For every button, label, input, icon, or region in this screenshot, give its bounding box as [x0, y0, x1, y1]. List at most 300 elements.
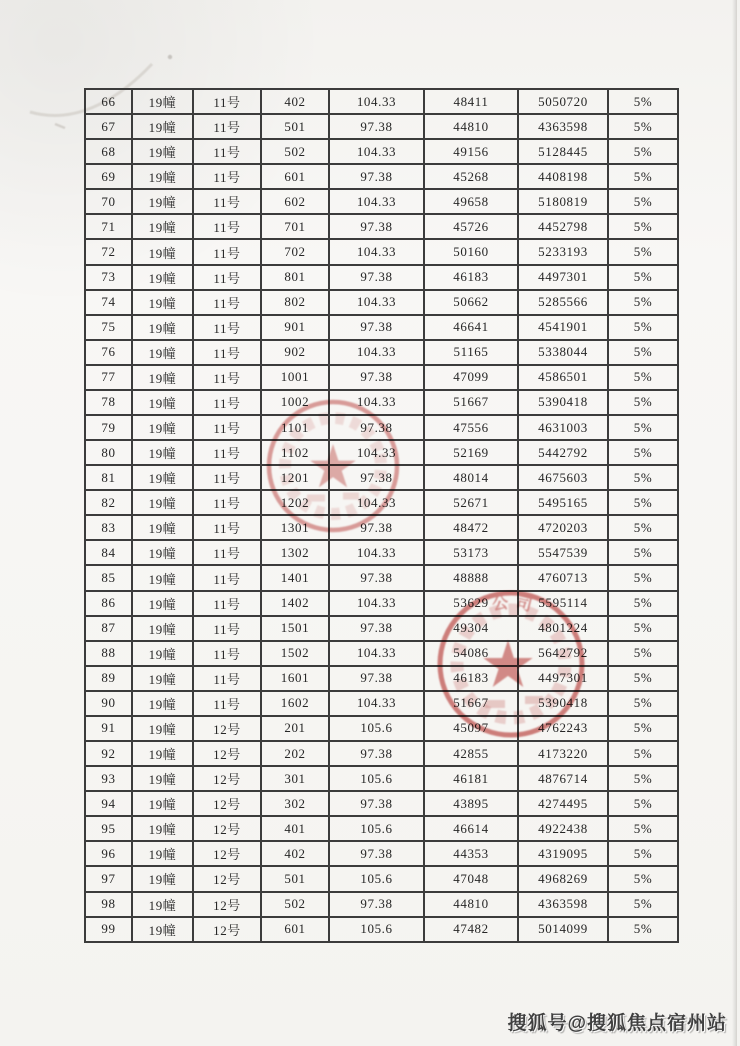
table-cell: 11号 [193, 691, 261, 716]
table-cell: 19幢 [132, 540, 193, 565]
table-cell: 19幢 [132, 390, 193, 415]
table-cell: 1602 [261, 691, 329, 716]
table-cell: 19幢 [132, 290, 193, 315]
table-cell: 95 [85, 816, 132, 841]
table-cell: 97.38 [329, 365, 424, 390]
seal-star-icon [310, 444, 356, 487]
table-cell: 69 [85, 164, 132, 189]
table-cell: 5% [608, 189, 678, 214]
table-cell: 19幢 [132, 265, 193, 290]
table-cell: 11号 [193, 290, 261, 315]
table-cell: 19幢 [132, 340, 193, 365]
table-cell: 4319095 [518, 841, 608, 866]
table-cell: 4922438 [518, 816, 608, 841]
table-cell: 19幢 [132, 440, 193, 465]
table-cell: 104.33 [329, 139, 424, 164]
table-cell: 44353 [424, 841, 518, 866]
table-cell: 76 [85, 340, 132, 365]
table-cell: 5% [608, 415, 678, 440]
table-cell: 5% [608, 164, 678, 189]
red-seal-upper [263, 396, 403, 541]
table-cell: 4452798 [518, 214, 608, 239]
table-cell: 97.38 [329, 892, 424, 917]
table-cell: 19幢 [132, 791, 193, 816]
table-cell: 50662 [424, 290, 518, 315]
table-row [85, 189, 678, 214]
table-cell: 50160 [424, 239, 518, 264]
table-cell: 73 [85, 265, 132, 290]
table-cell: 5% [608, 114, 678, 139]
table-cell: 97.38 [329, 841, 424, 866]
table-cell: 11号 [193, 591, 261, 616]
table-cell: 46641 [424, 315, 518, 340]
table-cell: 19幢 [132, 315, 193, 340]
table-cell: 4497301 [518, 666, 608, 691]
table-cell: 201 [261, 716, 329, 741]
table-cell: 1001 [261, 365, 329, 390]
table-cell: 42855 [424, 741, 518, 766]
table-cell: 47482 [424, 917, 518, 942]
table-cell: 70 [85, 189, 132, 214]
table-cell: 1202 [261, 490, 329, 515]
table-cell: 97.38 [329, 741, 424, 766]
table-cell: 5% [608, 365, 678, 390]
table-cell: 51165 [424, 340, 518, 365]
table-cell: 46183 [424, 265, 518, 290]
table-row [85, 616, 678, 641]
table-cell: 602 [261, 189, 329, 214]
table-row [85, 290, 678, 315]
table-cell: 104.33 [329, 691, 424, 716]
table-cell: 90 [85, 691, 132, 716]
table-cell: 5338044 [518, 340, 608, 365]
table-cell: 5% [608, 390, 678, 415]
table-cell: 11号 [193, 265, 261, 290]
table-cell: 93 [85, 766, 132, 791]
table-cell: 5% [608, 465, 678, 490]
table-cell: 19幢 [132, 490, 193, 515]
table-cell: 84 [85, 540, 132, 565]
table-cell: 4760713 [518, 565, 608, 590]
table-row [85, 791, 678, 816]
table-cell: 97.38 [329, 164, 424, 189]
table-cell: 802 [261, 290, 329, 315]
table-cell: 4173220 [518, 741, 608, 766]
table-cell: 5% [608, 741, 678, 766]
table-cell: 11号 [193, 390, 261, 415]
table-cell: 11号 [193, 565, 261, 590]
table-row [85, 841, 678, 866]
table-cell: 19幢 [132, 164, 193, 189]
table-cell: 12号 [193, 917, 261, 942]
table-cell: 12号 [193, 841, 261, 866]
table-cell: 19幢 [132, 114, 193, 139]
table-cell: 12号 [193, 741, 261, 766]
table-cell: 5% [608, 641, 678, 666]
table-cell: 49304 [424, 616, 518, 641]
table-cell: 5050720 [518, 89, 608, 114]
table-cell: 77 [85, 365, 132, 390]
table-cell: 104.33 [329, 89, 424, 114]
table-cell: 12号 [193, 791, 261, 816]
table-cell: 4586501 [518, 365, 608, 390]
table-cell: 5180819 [518, 189, 608, 214]
table-cell: 98 [85, 892, 132, 917]
table-cell: 11号 [193, 440, 261, 465]
table-cell: 19幢 [132, 189, 193, 214]
table-cell: 1002 [261, 390, 329, 415]
watermark-text: 搜狐号@搜狐焦点宿州站 [507, 1013, 727, 1034]
table-cell: 4675603 [518, 465, 608, 490]
table-cell: 1302 [261, 540, 329, 565]
table-cell: 12号 [193, 716, 261, 741]
table-cell: 4274495 [518, 791, 608, 816]
table-cell: 501 [261, 866, 329, 891]
table-cell: 19幢 [132, 666, 193, 691]
table-cell: 105.6 [329, 917, 424, 942]
table-cell: 4801224 [518, 616, 608, 641]
table-cell: 89 [85, 666, 132, 691]
table-cell: 11号 [193, 340, 261, 365]
table-cell: 105.6 [329, 816, 424, 841]
table-cell: 1401 [261, 565, 329, 590]
table-cell: 45268 [424, 164, 518, 189]
table-cell: 11号 [193, 164, 261, 189]
table-cell: 5495165 [518, 490, 608, 515]
table-row [85, 114, 678, 139]
table-cell: 104.33 [329, 340, 424, 365]
table-cell: 74 [85, 290, 132, 315]
table-cell: 1101 [261, 415, 329, 440]
table-cell: 19幢 [132, 816, 193, 841]
table-cell: 19幢 [132, 214, 193, 239]
table-cell: 47048 [424, 866, 518, 891]
table-cell: 96 [85, 841, 132, 866]
table-cell: 5442792 [518, 440, 608, 465]
table-cell: 5390418 [518, 691, 608, 716]
table-cell: 45726 [424, 214, 518, 239]
table-cell: 4720203 [518, 515, 608, 540]
table-cell: 5% [608, 591, 678, 616]
table-row [85, 816, 678, 841]
table-cell: 1502 [261, 641, 329, 666]
table-cell: 104.33 [329, 591, 424, 616]
table-cell: 4541901 [518, 315, 608, 340]
table-cell: 19幢 [132, 616, 193, 641]
table-cell: 12号 [193, 866, 261, 891]
table-cell: 601 [261, 917, 329, 942]
table-cell: 78 [85, 390, 132, 415]
table-row [85, 265, 678, 290]
table-cell: 402 [261, 841, 329, 866]
table-cell: 48888 [424, 565, 518, 590]
table-cell: 104.33 [329, 390, 424, 415]
table-cell: 104.33 [329, 239, 424, 264]
table-cell: 11号 [193, 490, 261, 515]
table-cell: 1402 [261, 591, 329, 616]
table-cell: 301 [261, 766, 329, 791]
table-cell: 97.38 [329, 265, 424, 290]
table-cell: 71 [85, 214, 132, 239]
table-cell: 104.33 [329, 189, 424, 214]
table-cell: 19幢 [132, 239, 193, 264]
table-cell: 4363598 [518, 114, 608, 139]
table-cell: 1501 [261, 616, 329, 641]
table-row [85, 741, 678, 766]
table-cell: 19幢 [132, 89, 193, 114]
table-cell: 5595114 [518, 591, 608, 616]
table-cell: 105.6 [329, 716, 424, 741]
table-cell: 1601 [261, 666, 329, 691]
table-cell: 11号 [193, 189, 261, 214]
table-cell: 80 [85, 440, 132, 465]
table-cell: 11号 [193, 239, 261, 264]
table-cell: 75 [85, 315, 132, 340]
table-cell: 5% [608, 716, 678, 741]
table-cell: 88 [85, 641, 132, 666]
table-cell: 97.38 [329, 666, 424, 691]
table-cell: 501 [261, 114, 329, 139]
table-cell: 91 [85, 716, 132, 741]
table-cell: 11号 [193, 139, 261, 164]
table-cell: 104.33 [329, 440, 424, 465]
table-cell: 49156 [424, 139, 518, 164]
table-cell: 11号 [193, 616, 261, 641]
table-cell: 1102 [261, 440, 329, 465]
table-cell: 5% [608, 616, 678, 641]
table-cell: 1201 [261, 465, 329, 490]
table-row [85, 315, 678, 340]
table-cell: 51667 [424, 390, 518, 415]
table-cell: 97.38 [329, 465, 424, 490]
table-cell: 45097 [424, 716, 518, 741]
table-cell: 5% [608, 440, 678, 465]
table-cell: 11号 [193, 214, 261, 239]
table-cell: 5% [608, 214, 678, 239]
table-row [85, 866, 678, 891]
table-cell: 44810 [424, 114, 518, 139]
table-cell: 4876714 [518, 766, 608, 791]
table-cell: 5% [608, 791, 678, 816]
table-cell: 19幢 [132, 892, 193, 917]
table-cell: 81 [85, 465, 132, 490]
table-cell: 19幢 [132, 515, 193, 540]
table-cell: 5% [608, 139, 678, 164]
table-cell: 5285566 [518, 290, 608, 315]
table-cell: 104.33 [329, 540, 424, 565]
table-cell: 5% [608, 917, 678, 942]
table-cell: 66 [85, 89, 132, 114]
table-cell: 19幢 [132, 691, 193, 716]
table-row [85, 164, 678, 189]
table-cell: 5642792 [518, 641, 608, 666]
table-cell: 85 [85, 565, 132, 590]
table-cell: 19幢 [132, 917, 193, 942]
table-cell: 97.38 [329, 565, 424, 590]
table-cell: 19幢 [132, 591, 193, 616]
table-cell: 5% [608, 892, 678, 917]
table-cell: 105.6 [329, 866, 424, 891]
table-cell: 502 [261, 892, 329, 917]
table-cell: 104.33 [329, 290, 424, 315]
table-cell: 97.38 [329, 114, 424, 139]
table-cell: 12号 [193, 766, 261, 791]
table-row [85, 766, 678, 791]
table-cell: 92 [85, 741, 132, 766]
table-cell: 5% [608, 290, 678, 315]
table-cell: 104.33 [329, 641, 424, 666]
table-cell: 44810 [424, 892, 518, 917]
seal-text-lower: 公司 [491, 594, 540, 617]
seal-star-icon [483, 640, 532, 687]
table-cell: 83 [85, 515, 132, 540]
table-cell: 402 [261, 89, 329, 114]
table-cell: 19幢 [132, 741, 193, 766]
table-cell: 5547539 [518, 540, 608, 565]
table-cell: 86 [85, 591, 132, 616]
table-cell: 53173 [424, 540, 518, 565]
table-cell: 19幢 [132, 641, 193, 666]
table-row [85, 666, 678, 691]
table-row [85, 365, 678, 390]
table-cell: 601 [261, 164, 329, 189]
table-row [85, 716, 678, 741]
table-cell: 68 [85, 139, 132, 164]
red-seal-lower [433, 586, 589, 747]
table-cell: 5% [608, 816, 678, 841]
table-cell: 53629 [424, 591, 518, 616]
table-cell: 19幢 [132, 465, 193, 490]
table-cell: 48411 [424, 89, 518, 114]
table-cell: 48014 [424, 465, 518, 490]
page-edge-shadow [732, 0, 737, 1046]
table-cell: 5% [608, 766, 678, 791]
table-row [85, 892, 678, 917]
table-cell: 5% [608, 490, 678, 515]
table-cell: 5% [608, 866, 678, 891]
table-cell: 5% [608, 340, 678, 365]
table-cell: 19幢 [132, 866, 193, 891]
table-cell: 5014099 [518, 917, 608, 942]
table-cell: 48472 [424, 515, 518, 540]
table-cell: 72 [85, 239, 132, 264]
table-cell: 302 [261, 791, 329, 816]
table-cell: 4497301 [518, 265, 608, 290]
table-cell: 701 [261, 214, 329, 239]
table-cell: 11号 [193, 641, 261, 666]
table-row [85, 917, 678, 942]
table-cell: 52169 [424, 440, 518, 465]
table-cell: 51667 [424, 691, 518, 716]
table-cell: 97.38 [329, 214, 424, 239]
table-cell: 97.38 [329, 415, 424, 440]
table-cell: 202 [261, 741, 329, 766]
table-cell: 105.6 [329, 766, 424, 791]
table-cell: 49658 [424, 189, 518, 214]
table-cell: 5128445 [518, 139, 608, 164]
table-cell: 4968269 [518, 866, 608, 891]
table-cell: 1301 [261, 515, 329, 540]
table-cell: 11号 [193, 540, 261, 565]
table-cell: 97.38 [329, 616, 424, 641]
table-cell: 97 [85, 866, 132, 891]
table-cell: 502 [261, 139, 329, 164]
table-cell: 11号 [193, 315, 261, 340]
table-cell: 12号 [193, 892, 261, 917]
table-row [85, 565, 678, 590]
table-cell: 5% [608, 265, 678, 290]
table-cell: 19幢 [132, 766, 193, 791]
table-cell: 5233193 [518, 239, 608, 264]
table-cell: 4408198 [518, 164, 608, 189]
table-cell: 43895 [424, 791, 518, 816]
table-cell: 46614 [424, 816, 518, 841]
table-cell: 82 [85, 490, 132, 515]
table-row [85, 540, 678, 565]
table-cell: 5390418 [518, 390, 608, 415]
table-cell: 97.38 [329, 515, 424, 540]
table-cell: 4762243 [518, 716, 608, 741]
table-cell: 46183 [424, 666, 518, 691]
table-cell: 902 [261, 340, 329, 365]
table-row [85, 214, 678, 239]
table-cell: 5% [608, 239, 678, 264]
table-cell: 52671 [424, 490, 518, 515]
table-cell: 87 [85, 616, 132, 641]
table-cell: 11号 [193, 465, 261, 490]
table-cell: 5% [608, 841, 678, 866]
table-cell: 4363598 [518, 892, 608, 917]
table-cell: 901 [261, 315, 329, 340]
table-cell: 97.38 [329, 791, 424, 816]
table-cell: 67 [85, 114, 132, 139]
table-cell: 19幢 [132, 365, 193, 390]
table-cell: 54086 [424, 641, 518, 666]
table-cell: 12号 [193, 816, 261, 841]
table-cell: 19幢 [132, 716, 193, 741]
table-row [85, 89, 678, 114]
table-cell: 11号 [193, 114, 261, 139]
table-row [85, 340, 678, 365]
table-cell: 11号 [193, 415, 261, 440]
table-cell: 4631003 [518, 415, 608, 440]
table-cell: 19幢 [132, 139, 193, 164]
table-cell: 97.38 [329, 315, 424, 340]
table-cell: 46181 [424, 766, 518, 791]
table-cell: 19幢 [132, 841, 193, 866]
table-cell: 11号 [193, 365, 261, 390]
table-cell: 5% [608, 540, 678, 565]
table-cell: 5% [608, 89, 678, 114]
table-cell: 5% [608, 565, 678, 590]
table-cell: 11号 [193, 666, 261, 691]
table-cell: 47556 [424, 415, 518, 440]
table-cell: 11号 [193, 515, 261, 540]
table-cell: 5% [608, 691, 678, 716]
table-cell: 5% [608, 666, 678, 691]
table-cell: 47099 [424, 365, 518, 390]
table-cell: 99 [85, 917, 132, 942]
table-cell: 702 [261, 239, 329, 264]
table-cell: 94 [85, 791, 132, 816]
table-row [85, 691, 678, 716]
table-cell: 401 [261, 816, 329, 841]
table-row [85, 139, 678, 164]
table-cell: 5% [608, 515, 678, 540]
table-cell: 19幢 [132, 415, 193, 440]
table-cell: 11号 [193, 89, 261, 114]
table-cell: 104.33 [329, 490, 424, 515]
